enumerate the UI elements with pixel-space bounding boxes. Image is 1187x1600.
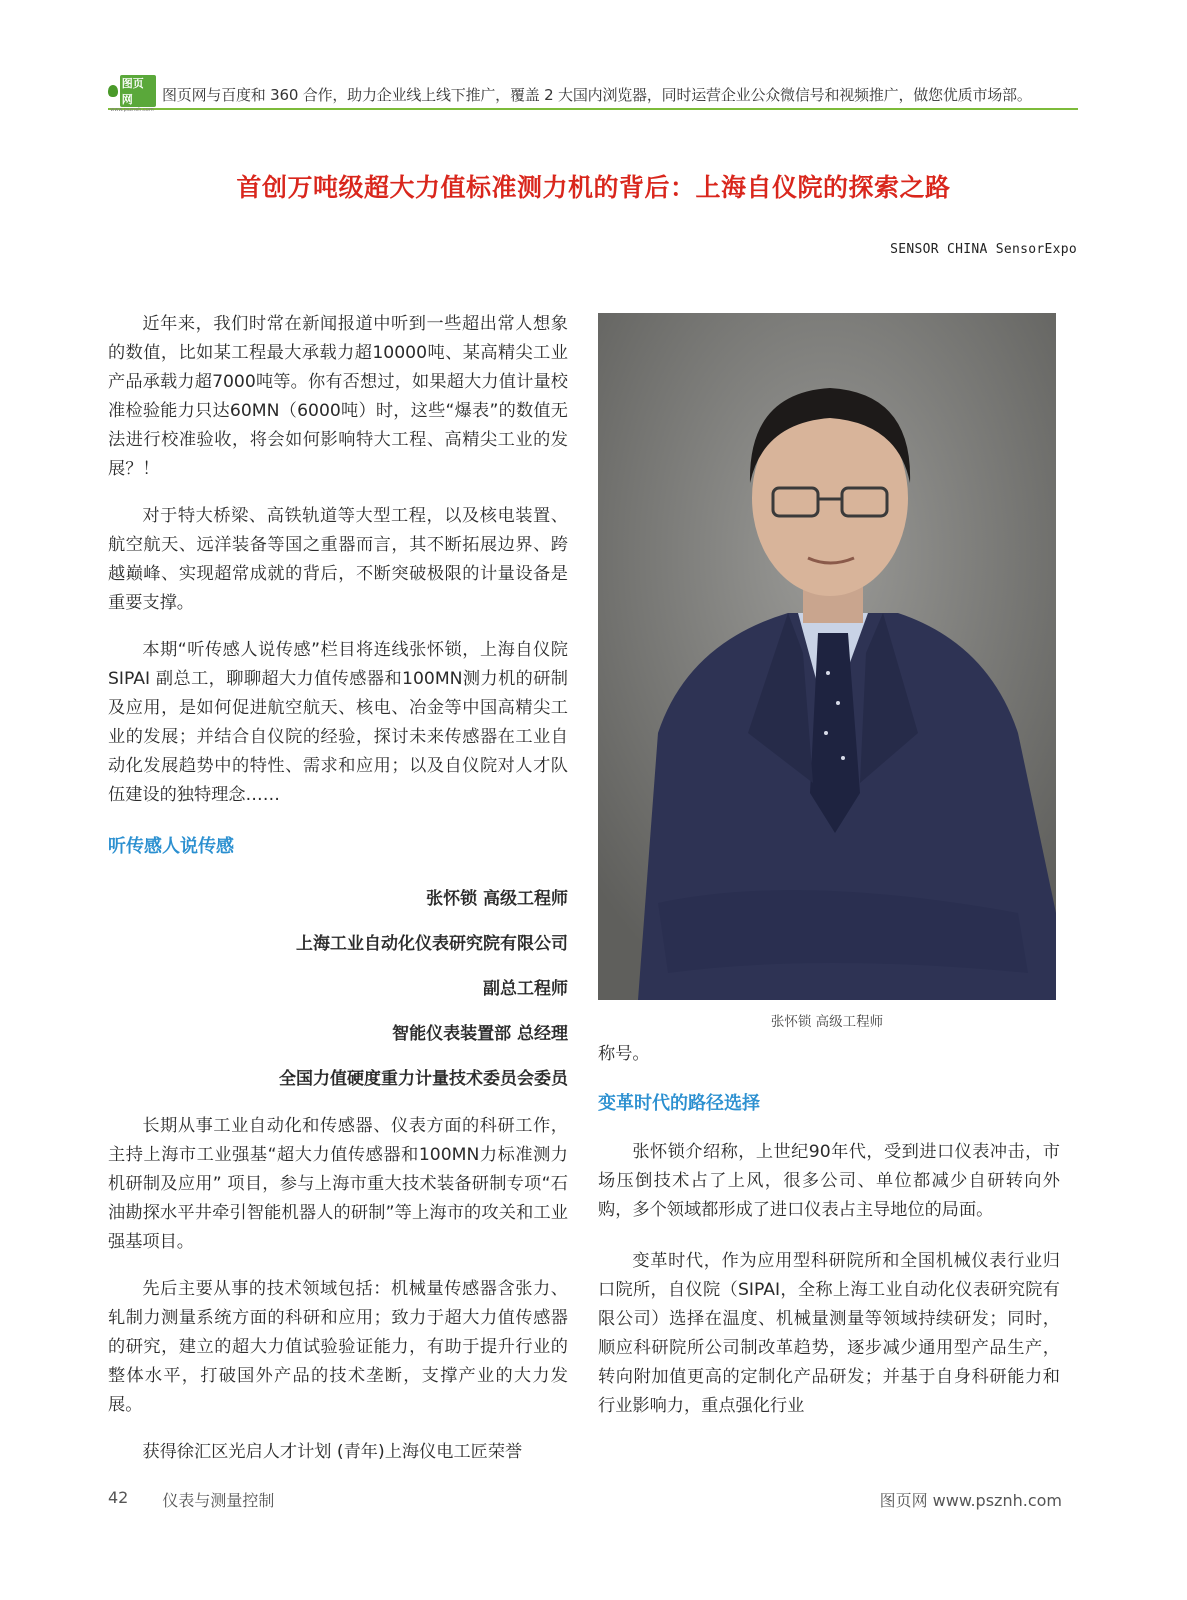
section-heading: 听传感人说传感 <box>108 836 234 857</box>
footer-left <box>108 1488 274 1511</box>
photo-caption: 张怀锁 高级工程师 <box>770 1014 884 1030</box>
bio-paragraph: 长期从事工业自动化和传感器、仪表方面的科研工作，主持上海市工业强基“超大力值传感器和100MN力标准测力机研制及应用” 项目，参与上海市重大技术装备研制专项“石油勘探水平井牵引智能机器人的研制”等上海市的攻关和工业强基项目。 <box>108 1116 568 1252</box>
right-column <box>598 1040 1060 1439</box>
logo-text: 图页网 <box>120 75 156 107</box>
footer-site-link[interactable]: 图页网 www.psznh.com <box>879 1491 1062 1510</box>
continuation-text: 称号。 <box>598 1044 650 1064</box>
header-banner <box>108 77 1078 113</box>
article-title: 首创万吨级超大力值标准测力机的背后：上海自仪院的探索之路 <box>236 173 951 202</box>
page-number: 42 <box>108 1488 129 1507</box>
profile-line: 副总工程师 <box>483 979 568 999</box>
profile-line: 张怀锁 高级工程师 <box>426 889 568 909</box>
body-paragraph: 变革时代，作为应用型科研院所和全国机械仪表行业归口院所，自仪院（SIPAI，全称上海工业自动化仪表研究院有限公司）选择在温度、机械量测量等领域持续研发；同时，顺应科研院所公司制改革趋势，逐步减少通用型产品生产，转向附加值更高的定制化产品研发；并基于自身科研能力和行业影响力，重点强化行业 <box>598 1251 1060 1416</box>
site-logo[interactable] <box>108 75 156 113</box>
profile-line: 上海工业自动化仪表研究院有限公司 <box>296 934 568 954</box>
profile-line: 智能仪表装置部 总经理 <box>392 1024 568 1044</box>
banner-text: 图页网与百度和 360 合作，助力企业线上线下推广，覆盖 2 大国内浏览器，同时运营企业公众微信号和视频推广，做您优质市场部。 <box>162 85 1032 104</box>
intro-paragraph: 对于特大桥梁、高铁轨道等大型工程，以及核电装置、航空航天、远洋装备等国之重器而言，其不断拓展边界、跨越巅峰、实现超常成就的背后，不断突破极限的计量设备是重要支撑。 <box>108 506 568 613</box>
leaf-icon <box>108 85 118 97</box>
logo-subtext: www.pszneh.com <box>110 107 154 113</box>
bio-paragraph: 获得徐汇区光启人才计划 (青年)上海仪电工匠荣誉 <box>142 1442 523 1462</box>
body-paragraph: 张怀锁介绍称，上世纪90年代，受到进口仪表冲击，市场压倒技术占了上风，很多公司、单位都减少自研转向外购，多个领域都形成了进口仪表占主导地位的局面。 <box>598 1142 1060 1220</box>
magazine-name: 仪表与测量控制 <box>162 1491 275 1510</box>
section-heading: 变革时代的路径选择 <box>598 1093 760 1114</box>
article-source: SENSOR CHINA SensorExpo <box>890 242 1077 257</box>
intro-paragraph: 本期“听传感人说传感”栏目将连线张怀锁，上海自仪院SIPAI 副总工，聊聊超大力值传感器和100MN测力机的研制及应用，是如何促进航空航天、核电、冶金等中国高精尖工业的发展；并结合自仪院的经验，探讨未来传感器在工业自动化发展趋势中的特性、需求和应用；以及自仪院对人才队伍建设的独特理念…… <box>108 640 568 805</box>
bio-paragraph: 先后主要从事的技术领域包括：机械量传感器含张力、轧制力测量系统方面的科研和应用；致力于超大力值传感器的研究，建立的超大力值试验验证能力，有助于提升行业的整体水平，打破国外产品的技术垄断，支撑产业的大力发展。 <box>108 1279 568 1415</box>
profile-line: 全国力值硬度重力计量技术委员会委员 <box>279 1069 568 1089</box>
left-column <box>108 310 568 1485</box>
intro-paragraph: 近年来，我们时常在新闻报道中听到一些超出常人想象的数值，比如某工程最大承载力超10000吨、某高精尖工业产品承载力超7000吨等。你有否想过，如果超大力值计量校准检验能力只达60MN（6000吨）时，这些“爆表”的数值无法进行校准验收，将会如何影响特大工程、高精尖工业的发展？！ <box>108 314 568 479</box>
portrait-photo <box>598 313 1056 1000</box>
